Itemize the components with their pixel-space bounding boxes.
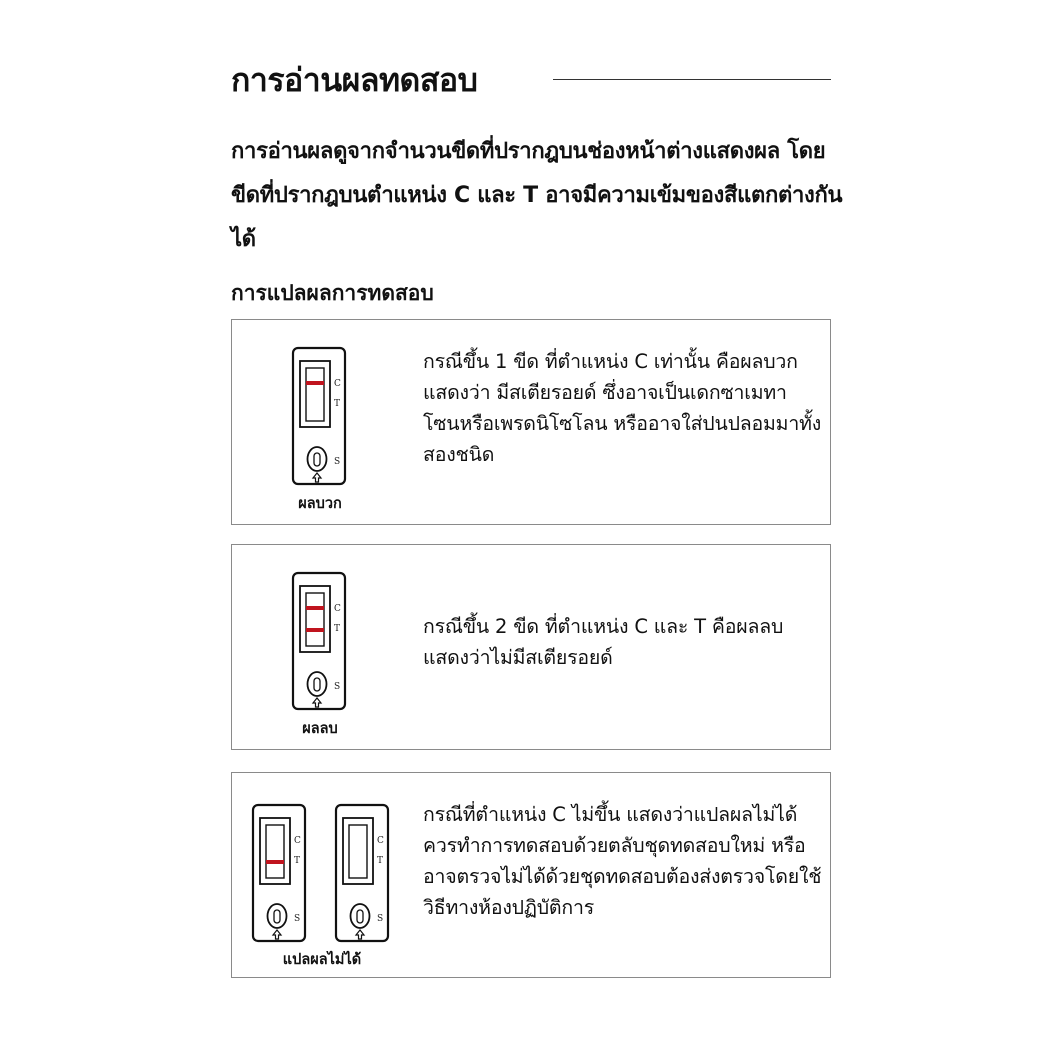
cassette-label-s: S <box>334 457 341 467</box>
cassette-label-s: S <box>334 682 341 692</box>
cassette-label-t: T <box>377 856 384 866</box>
cassette-label-t: T <box>334 624 341 634</box>
test-cassette-invalid-2 <box>334 803 392 945</box>
test-cassette-negative <box>291 571 349 713</box>
cassette-label-c: C <box>334 379 341 389</box>
cassette-label-c: C <box>334 604 341 614</box>
cassette-label-c: C <box>294 836 301 846</box>
intro-paragraph: การอ่านผลดูจากจำนวนขีดที่ปรากฎบนช่องหน้าต่างแสดงผล โดยขีดที่ปรากฎบนตำแหน่ง C และ T อาจมีความเข้มของสีแตกต่างกันได้ <box>231 139 843 252</box>
test-line <box>306 628 324 632</box>
control-line <box>306 606 324 610</box>
result-caption: ผลลบ <box>302 721 338 737</box>
cassette-label-t: T <box>294 856 301 866</box>
result-description: กรณีขึ้น 1 ขีด ที่ตำแหน่ง C เท่านั้น คือผลบวกแสดงว่า มีสเตียรอยด์ ซึ่งอาจเป็นเดกซาเมทาโซนหรือเพรดนิโซโลน หรืออาจใส่ปนปลอมมาทั้งสองชนิด <box>423 350 822 466</box>
result-card-positive <box>231 319 831 525</box>
test-cassette-invalid-1 <box>251 803 309 945</box>
cassette-label-s: S <box>377 914 384 924</box>
test-cassette-positive <box>291 346 349 488</box>
page-title: การอ่านผลทดสอบ <box>231 61 478 99</box>
section-title: การแปลผลการทดสอบ <box>231 281 434 305</box>
result-caption: แปลผลไม่ได้ <box>282 952 362 968</box>
cassette-label-t: T <box>334 399 341 409</box>
cassette-label-c: C <box>377 836 384 846</box>
result-card-negative <box>231 544 831 750</box>
result-description: กรณีที่ตำแหน่ง C ไม่ขึ้น แสดงว่าแปลผลไม่ได้ ควรทำการทดสอบด้วยตลับชุดทดสอบใหม่ หรืออาจตรวจไม่ได้ด้วยชุดทดสอบต้องส่งตรวจโดยใช้วิธีทางห้องปฏิบัติการ <box>423 803 822 919</box>
test-line <box>266 860 284 864</box>
result-caption: ผลบวก <box>298 496 342 512</box>
control-line <box>306 381 324 385</box>
result-description: กรณีขึ้น 2 ขีด ที่ตำแหน่ง C และ T คือผลลบ แสดงว่าไม่มีสเตียรอยด์ <box>423 615 784 669</box>
result-card-invalid <box>231 772 831 978</box>
title-divider <box>553 79 831 80</box>
cassette-label-s: S <box>294 914 301 924</box>
